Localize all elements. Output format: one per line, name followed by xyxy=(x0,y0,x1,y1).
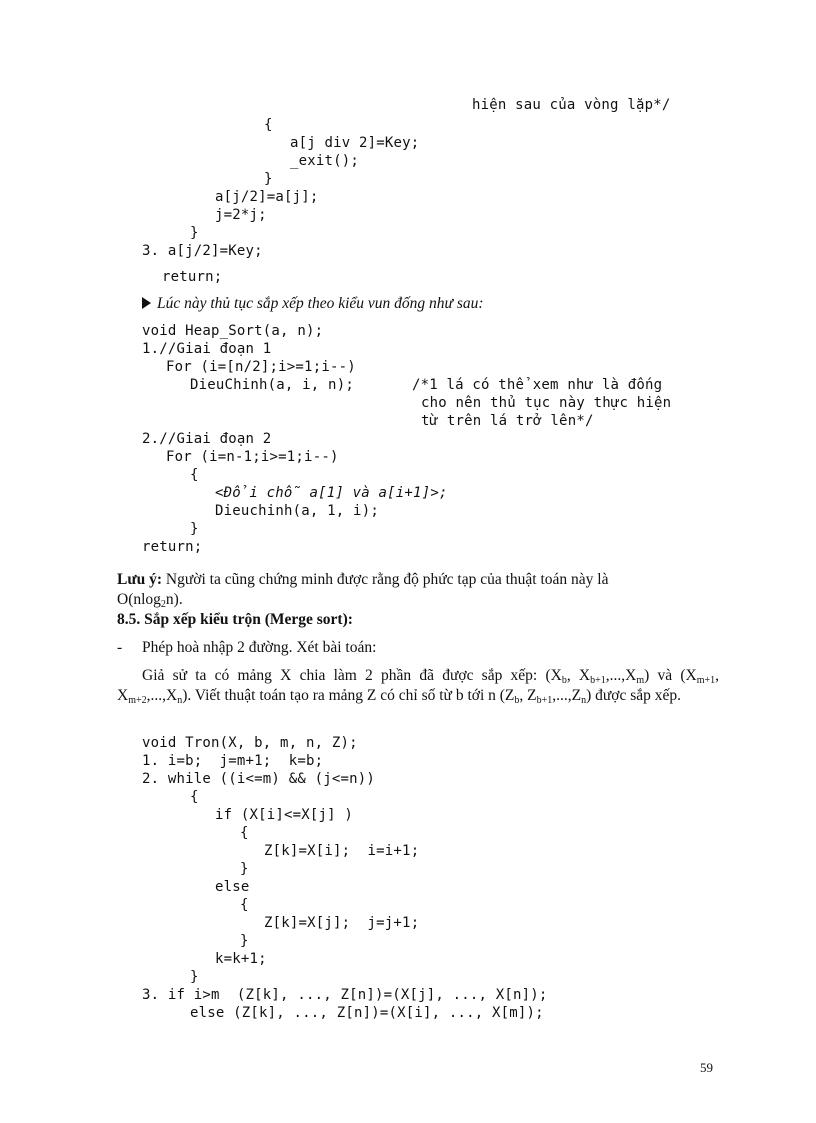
code-line: return; xyxy=(162,269,223,285)
bullet-text: Phép hoà nhập 2 đường. Xét bài toán: xyxy=(142,639,377,656)
code-line: { xyxy=(240,825,249,841)
code-line: { xyxy=(240,897,249,913)
code-line: j=2*j; xyxy=(215,207,267,223)
note-label: Lưu ý: xyxy=(117,571,163,588)
code-line: void Tron(X, b, m, n, Z); xyxy=(142,735,358,751)
bullet-dash: - xyxy=(117,639,123,656)
code-comment: từ trên lá trở lên*/ xyxy=(421,413,594,429)
note-complexity: O(nlog$_2$n). xyxy=(117,591,183,610)
code-line: if (X[i]<=X[j] ) xyxy=(215,807,354,823)
code-line: } xyxy=(264,171,273,187)
code-line: { xyxy=(190,467,199,483)
code-line: 2. while ((i<=m) && (j<=n)) xyxy=(142,771,375,787)
code-line: Dieuchinh(a, 1, i); xyxy=(215,503,379,519)
code-line: a[j/2]=a[j]; xyxy=(215,189,319,205)
problem-paragraph: Giả sử ta có mảng X chia làm 2 phần đã được sắp xếp: ($X_b$, $X_{b+1},...,X_m$) và ($X_{m+1}$, $X_{m+2},...,X_n$). Viết thuật toán tạo ra mảng Z có chỉ số từ b tới n ($Z_b$, $Z_{b+1},...,Z_n$) được sắp xếp. xyxy=(117,667,719,706)
code-comment: cho nên thủ tục này thực hiện xyxy=(421,395,672,411)
code-line: { xyxy=(190,789,199,805)
code-line: 3. if i>m (Z[k], ..., Z[n])=(X[j], ..., X[n]); xyxy=(142,987,548,1003)
code-line: _exit(); xyxy=(290,153,360,169)
code-line: DieuChinh(a, i, n); xyxy=(190,377,354,393)
code-line: } xyxy=(240,861,249,877)
code-line: { xyxy=(264,117,273,133)
code-line: void Heap_Sort(a, n); xyxy=(142,323,324,339)
code-line: 2.//Giai đoạn 2 xyxy=(142,431,272,447)
code-line: 1.//Giai đoạn 1 xyxy=(142,341,272,357)
section-heading: 8.5. Sắp xếp kiểu trộn (Merge sort): xyxy=(117,611,353,628)
code-line: For (i=n-1;i>=1;i--) xyxy=(166,449,339,465)
code-line: Z[k]=X[j]; j=j+1; xyxy=(264,915,420,931)
code-line: } xyxy=(240,933,249,949)
code-line: } xyxy=(190,225,199,241)
code-line: <Đổi chỗ a[1] và a[i+1]>; xyxy=(215,485,448,501)
code-line: 1. i=b; j=m+1; k=b; xyxy=(142,753,324,769)
heap-sort-heading: Lúc này thủ tục sắp xếp theo kiểu vun đống như sau: xyxy=(142,294,484,314)
code-line: Z[k]=X[i]; i=i+1; xyxy=(264,843,420,859)
code-line: For (i=[n/2];i>=1;i--) xyxy=(166,359,356,375)
code-comment: /*1 lá có thể xem như là đống xyxy=(412,377,663,393)
code-line: else xyxy=(215,879,250,895)
code-line: return; xyxy=(142,539,203,555)
page-number: 59 xyxy=(700,1060,713,1075)
code-line: } xyxy=(190,969,199,985)
code-line: 3. a[j/2]=Key; xyxy=(142,243,263,259)
code-line: else (Z[k], ..., Z[n])=(X[i], ..., X[m]); xyxy=(190,1005,544,1021)
code-line: hiện sau của vòng lặp*/ xyxy=(472,97,671,113)
code-line: k=k+1; xyxy=(215,951,267,967)
arrow-bullet-icon xyxy=(142,297,151,309)
note-text: Người ta cũng chứng minh được rằng độ phức tạp của thuật toán này là xyxy=(165,571,609,588)
code-line: } xyxy=(190,521,199,537)
code-line: a[j div 2]=Key; xyxy=(290,135,420,151)
note-paragraph xyxy=(117,570,719,590)
